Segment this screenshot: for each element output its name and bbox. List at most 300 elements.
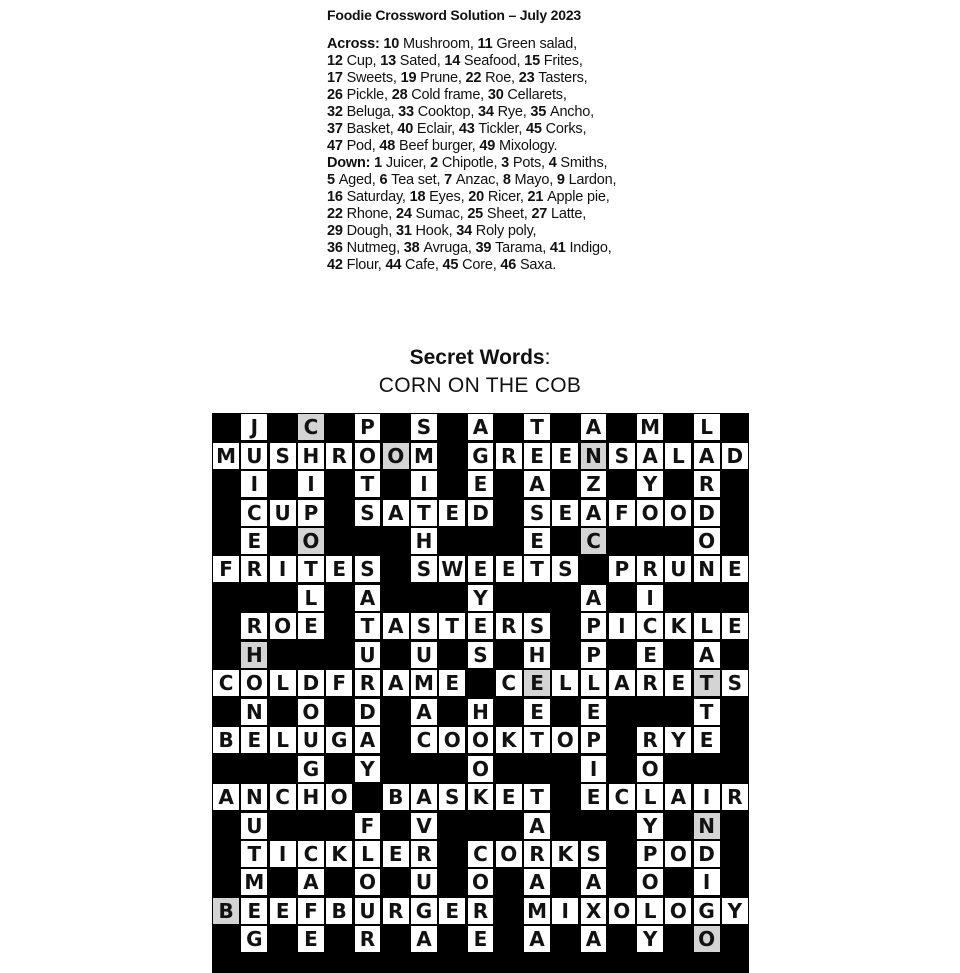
clue-number: 3 xyxy=(501,155,513,171)
grid-cell: A xyxy=(581,500,607,526)
grid-cell: E xyxy=(241,528,267,554)
clue-number: 22 xyxy=(465,70,486,86)
grid-cell: G xyxy=(298,756,324,782)
clue-number: 33 xyxy=(398,104,418,120)
grid-cell: O xyxy=(468,756,494,782)
grid-cell: C xyxy=(496,670,522,696)
clue-answer: Ancho, xyxy=(549,104,594,120)
grid-cell: O xyxy=(609,898,635,924)
clue-number: 44 xyxy=(385,257,406,273)
solution-line xyxy=(327,172,707,189)
grid-cell: O xyxy=(665,500,691,526)
grid-cell: E xyxy=(722,613,748,639)
clue-answer: Cooktop, xyxy=(417,104,478,120)
clue-answer: Rye, xyxy=(497,104,531,120)
grid-cell: T xyxy=(355,471,381,497)
crossword-grid xyxy=(212,413,749,973)
grid-cell: E xyxy=(637,642,663,668)
clue-number: 40 xyxy=(397,121,417,137)
clue-answer: Rhone, xyxy=(346,206,396,222)
clue-answer: Core, xyxy=(462,257,501,273)
clue-answer: Smiths, xyxy=(560,155,608,171)
grid-cell: Y xyxy=(637,926,663,952)
grid-cell: T xyxy=(524,556,550,582)
grid-cell: O xyxy=(355,869,381,895)
grid-cell: Y xyxy=(468,585,494,611)
grid-cell: O xyxy=(552,727,578,753)
grid-cell: A xyxy=(383,500,409,526)
solution-line xyxy=(327,70,707,87)
clue-number: Down: xyxy=(327,155,375,171)
grid-cell: S xyxy=(524,500,550,526)
grid-cell: I xyxy=(270,841,296,867)
grid-cell: F xyxy=(326,670,352,696)
grid-cell: S xyxy=(411,556,437,582)
clue-number: 6 xyxy=(379,172,392,188)
clue-answer: Sumac, xyxy=(415,206,468,222)
grid-cell: M xyxy=(524,898,550,924)
grid-cell: L xyxy=(270,727,296,753)
clue-number: 24 xyxy=(395,206,416,222)
clue-answer: Latte, xyxy=(551,206,587,222)
solution-line xyxy=(327,36,707,53)
clue-number: Across: xyxy=(327,36,384,52)
clue-number: 28 xyxy=(391,87,412,103)
grid-cell: C xyxy=(411,727,437,753)
clue-number: 1 xyxy=(374,155,386,171)
clue-number: 20 xyxy=(468,189,488,205)
grid-cell: T xyxy=(439,613,465,639)
grid-cell: P xyxy=(609,556,635,582)
grid-cell: A xyxy=(355,585,381,611)
grid-cell: I xyxy=(637,585,663,611)
clue-answer: Tarama, xyxy=(495,240,550,256)
grid-cell: A xyxy=(524,869,550,895)
grid-cell: E xyxy=(241,727,267,753)
grid-cell: S xyxy=(270,443,296,469)
clue-number: 48 xyxy=(379,138,399,154)
grid-cell: U xyxy=(355,642,381,668)
clue-number: 45 xyxy=(526,121,546,137)
grid-cell: R xyxy=(637,670,663,696)
clue-number: 31 xyxy=(395,223,416,239)
grid-cell: R xyxy=(241,613,267,639)
grid-cell: A xyxy=(581,869,607,895)
clue-number: 42 xyxy=(327,257,347,273)
grid-cell: L xyxy=(694,414,720,440)
clue-number: 27 xyxy=(531,206,551,222)
clue-answer: Tasters, xyxy=(538,70,588,86)
grid-cell: C xyxy=(637,613,663,639)
grid-cell: L xyxy=(637,898,663,924)
grid-cell: A xyxy=(524,926,550,952)
grid-cell: N xyxy=(241,784,267,810)
grid-cell: T xyxy=(241,841,267,867)
grid-cell: O xyxy=(241,670,267,696)
grid-cell: O xyxy=(468,869,494,895)
grid-cell: I xyxy=(694,784,720,810)
grid-cell: O xyxy=(326,784,352,810)
clue-answer: Aged, xyxy=(338,172,380,188)
clue-answer: Seafood, xyxy=(463,53,525,69)
clue-answer: Avruga, xyxy=(423,240,476,256)
grid-cell: E xyxy=(439,500,465,526)
grid-cell: A xyxy=(524,471,550,497)
grid-cell: T xyxy=(694,699,720,725)
grid-cell: K xyxy=(552,841,578,867)
grid-cell: A xyxy=(411,926,437,952)
grid-cell: H xyxy=(298,784,324,810)
grid-cell: O xyxy=(298,528,324,554)
grid-cell: O xyxy=(270,613,296,639)
grid-cell: L xyxy=(665,443,691,469)
secret-words-heading-text: Secret Words xyxy=(409,346,545,369)
secret-words-heading xyxy=(0,346,960,370)
clue-number: 49 xyxy=(479,138,499,154)
clue-answer: Beef burger, xyxy=(398,138,480,154)
grid-cell: E xyxy=(439,898,465,924)
grid-cell: G xyxy=(468,443,494,469)
clue-number: 43 xyxy=(458,121,479,137)
clue-answer: Mixology. xyxy=(498,138,558,154)
grid-cell: K xyxy=(665,613,691,639)
clue-number: 2 xyxy=(430,155,442,171)
clue-number: 18 xyxy=(409,189,430,205)
grid-cell: O xyxy=(439,727,465,753)
grid-cell: A xyxy=(581,414,607,440)
grid-cell: S xyxy=(355,556,381,582)
clue-answer: Anzac, xyxy=(455,172,503,188)
grid-cell: K xyxy=(326,841,352,867)
grid-cell: R xyxy=(411,841,437,867)
grid-cell: A xyxy=(298,869,324,895)
clue-number: 41 xyxy=(549,240,570,256)
clue-number: 15 xyxy=(524,53,544,69)
grid-cell: A xyxy=(581,585,607,611)
clue-answer: Tickler, xyxy=(478,121,527,137)
clue-answer: Mushroom, xyxy=(402,36,478,52)
grid-cell: L xyxy=(270,670,296,696)
grid-cell: S xyxy=(411,414,437,440)
grid-cell: F xyxy=(213,556,239,582)
clue-answer: Indigo, xyxy=(569,240,612,256)
clue-number: 19 xyxy=(400,70,421,86)
grid-cell: A xyxy=(468,414,494,440)
grid-cell: K xyxy=(468,784,494,810)
clue-number: 9 xyxy=(556,172,569,188)
grid-cell: H xyxy=(524,642,550,668)
solution-title: Foodie Crossword Solution – July 2023 xyxy=(327,7,581,23)
grid-cell: O xyxy=(468,727,494,753)
grid-cell: B xyxy=(326,898,352,924)
grid-cell: S xyxy=(524,613,550,639)
grid-cell: E xyxy=(524,670,550,696)
clue-answer: Green salad, xyxy=(496,36,577,52)
solution-line xyxy=(327,223,707,240)
grid-cell: O xyxy=(665,898,691,924)
clue-answer: Basket, xyxy=(346,121,398,137)
clue-number: 11 xyxy=(477,36,497,52)
clue-answer: Prune, xyxy=(420,70,466,86)
clue-answer: Juicer, xyxy=(385,155,431,171)
grid-cell: E xyxy=(524,699,550,725)
clue-number: 39 xyxy=(475,240,496,256)
grid-cell: N xyxy=(241,699,267,725)
grid-cell: I xyxy=(552,898,578,924)
grid-cell: P xyxy=(581,613,607,639)
clue-number: 21 xyxy=(527,189,548,205)
grid-cell: E xyxy=(298,926,324,952)
solution-line xyxy=(327,104,707,121)
clue-number: 10 xyxy=(383,36,403,52)
grid-cell: O xyxy=(665,841,691,867)
grid-cell: D xyxy=(298,670,324,696)
clue-answer: Nutmeg, xyxy=(346,240,404,256)
grid-cell: S xyxy=(468,642,494,668)
grid-cell: E xyxy=(581,699,607,725)
grid-cell: S xyxy=(609,443,635,469)
grid-cell: C xyxy=(241,500,267,526)
grid-cell: I xyxy=(609,613,635,639)
grid-cell: I xyxy=(270,556,296,582)
grid-cell: E xyxy=(383,841,409,867)
grid-cell: B xyxy=(213,727,239,753)
grid-cell: U xyxy=(411,642,437,668)
grid-cell: E xyxy=(270,898,296,924)
grid-cell: O xyxy=(637,756,663,782)
solution-line xyxy=(327,121,707,138)
grid-cell: C xyxy=(609,784,635,810)
clue-answer: Sated, xyxy=(399,53,445,69)
grid-cell: S xyxy=(581,841,607,867)
grid-cell: F xyxy=(355,813,381,839)
grid-cell: D xyxy=(722,443,748,469)
grid-cell: G xyxy=(326,727,352,753)
clue-number: 32 xyxy=(327,104,347,120)
grid-cell: U xyxy=(355,898,381,924)
grid-cell: E xyxy=(241,898,267,924)
grid-cell: N xyxy=(694,813,720,839)
clue-answer: Pots, xyxy=(512,155,549,171)
grid-cell: S xyxy=(411,613,437,639)
clue-number: 25 xyxy=(467,206,487,222)
grid-cell: A xyxy=(411,784,437,810)
grid-cell: A xyxy=(213,784,239,810)
grid-cell: M xyxy=(213,443,239,469)
grid-cell: U xyxy=(665,556,691,582)
grid-cell: A xyxy=(383,670,409,696)
grid-cell: R xyxy=(694,471,720,497)
grid-cell: E xyxy=(468,556,494,582)
clue-number: 47 xyxy=(327,138,347,154)
grid-cell: D xyxy=(694,841,720,867)
grid-cell: E xyxy=(468,926,494,952)
clue-answer: Cup, xyxy=(346,53,381,69)
clue-number: 37 xyxy=(327,121,347,137)
clue-answer: Cafe, xyxy=(405,257,443,273)
clue-number: 30 xyxy=(487,87,508,103)
grid-cell: T xyxy=(298,556,324,582)
grid-cell: G xyxy=(694,898,720,924)
clue-answer: Chipotle, xyxy=(441,155,502,171)
clue-answer: Roly poly, xyxy=(475,223,537,239)
grid-cell: T xyxy=(355,613,381,639)
clue-number: 22 xyxy=(327,206,347,222)
grid-cell: I xyxy=(411,471,437,497)
clue-answer: Lardon, xyxy=(568,172,617,188)
grid-cell: A xyxy=(609,670,635,696)
grid-cell: E xyxy=(694,727,720,753)
grid-cell: A xyxy=(637,443,663,469)
clue-answer: Corks, xyxy=(545,121,587,137)
clue-number: 8 xyxy=(502,172,515,188)
grid-cell: A xyxy=(694,443,720,469)
clue-number: 35 xyxy=(530,104,550,120)
grid-cell: N xyxy=(694,556,720,582)
grid-cell: Y xyxy=(722,898,748,924)
clue-answer: Sweets, xyxy=(346,70,401,86)
grid-cell: O xyxy=(355,443,381,469)
grid-cell: E xyxy=(524,443,550,469)
clue-number: 12 xyxy=(327,53,347,69)
grid-cell: L xyxy=(637,784,663,810)
clue-answer: Hook, xyxy=(415,223,457,239)
grid-cell: R xyxy=(524,841,550,867)
clue-number: 45 xyxy=(442,257,463,273)
grid-cell: A xyxy=(665,784,691,810)
grid-cell: S xyxy=(552,556,578,582)
grid-cell: C xyxy=(270,784,296,810)
clue-answer: Eclair, xyxy=(416,121,459,137)
grid-cell: U xyxy=(241,443,267,469)
grid-cell: L xyxy=(298,585,324,611)
grid-cell: Y xyxy=(637,471,663,497)
grid-cell: D xyxy=(355,699,381,725)
grid-cell: W xyxy=(441,557,464,582)
grid-cell: E xyxy=(468,471,494,497)
grid-cell: E xyxy=(722,556,748,582)
grid-cell: E xyxy=(581,784,607,810)
grid-cell: T xyxy=(524,727,550,753)
solution-line xyxy=(327,189,707,206)
grid-cell: L xyxy=(355,841,381,867)
grid-cell: P xyxy=(581,727,607,753)
clue-answer: Dough, xyxy=(346,223,396,239)
grid-cell: T xyxy=(524,414,550,440)
clue-answer: Mayo, xyxy=(514,172,557,188)
grid-cell: H xyxy=(298,443,324,469)
grid-cell: A xyxy=(355,727,381,753)
grid-cell: B xyxy=(383,784,409,810)
grid-cell: E xyxy=(496,784,522,810)
clue-answer: Cellarets, xyxy=(507,87,567,103)
grid-cell: F xyxy=(298,898,324,924)
clue-answer: Eyes, xyxy=(429,189,469,205)
solution-line xyxy=(327,53,707,70)
grid-cell: E xyxy=(468,613,494,639)
clue-number: 23 xyxy=(518,70,539,86)
grid-cell: R xyxy=(355,926,381,952)
clue-number: 16 xyxy=(327,189,347,205)
clue-answer: Flour, xyxy=(346,257,386,273)
grid-cell: T xyxy=(694,670,720,696)
grid-cell: B xyxy=(213,898,239,924)
grid-cell: A xyxy=(524,813,550,839)
clue-number: 13 xyxy=(380,53,400,69)
grid-cell: K xyxy=(496,727,522,753)
grid-cell: H xyxy=(411,528,437,554)
grid-cell: A xyxy=(581,926,607,952)
clue-number: 7 xyxy=(444,172,456,188)
clue-answer: Pickle, xyxy=(346,87,392,103)
grid-cell: Y xyxy=(355,756,381,782)
grid-cell: L xyxy=(552,670,578,696)
grid-cell: E xyxy=(524,528,550,554)
grid-cell: R xyxy=(355,670,381,696)
clue-answer: Frites, xyxy=(543,53,583,69)
grid-cell: T xyxy=(524,784,550,810)
grid-cell: P xyxy=(637,841,663,867)
grid-cell: R xyxy=(722,784,748,810)
grid-cell: U xyxy=(298,727,324,753)
grid-cell: M xyxy=(411,670,437,696)
grid-cell: R xyxy=(637,727,663,753)
solution-answers xyxy=(327,36,707,274)
grid-cell: E xyxy=(665,670,691,696)
clue-number: 36 xyxy=(327,240,347,256)
grid-cell: A xyxy=(411,699,437,725)
grid-cell: U xyxy=(270,500,296,526)
clue-number: 5 xyxy=(327,172,339,188)
solution-line xyxy=(327,87,707,104)
solution-line xyxy=(327,138,707,155)
grid-cell: R xyxy=(496,613,522,639)
solution-line xyxy=(327,155,707,172)
clue-answer: Tea set, xyxy=(391,172,445,188)
grid-cell: C xyxy=(581,528,607,554)
clue-number: 14 xyxy=(444,53,464,69)
clue-answer: Apple pie, xyxy=(547,189,610,205)
grid-cell: A xyxy=(383,613,409,639)
grid-cell: E xyxy=(552,443,578,469)
grid-cell: G xyxy=(411,898,437,924)
grid-cell: I xyxy=(694,869,720,895)
grid-cell: M xyxy=(637,414,663,440)
grid-cell: V xyxy=(411,813,437,839)
grid-cell: M xyxy=(241,869,267,895)
grid-cell: P xyxy=(298,500,324,526)
grid-cell: O xyxy=(496,841,522,867)
clue-number: 34 xyxy=(478,104,498,120)
grid-cell: D xyxy=(468,500,494,526)
clue-number: 17 xyxy=(327,70,347,86)
clue-number: 38 xyxy=(403,240,424,256)
clue-answer: Roe, xyxy=(485,70,519,86)
grid-cell: F xyxy=(609,500,635,526)
grid-cell: E xyxy=(496,556,522,582)
grid-cell: M xyxy=(411,443,437,469)
grid-cell: L xyxy=(694,613,720,639)
grid-cell: T xyxy=(411,500,437,526)
clue-answer: Saturday, xyxy=(346,189,410,205)
secret-words-phrase: CORN ON THE COB xyxy=(378,374,582,397)
clue-answer: Ricer, xyxy=(487,189,528,205)
grid-cell: Y xyxy=(637,813,663,839)
grid-cell: J xyxy=(241,414,267,440)
grid-cell: I xyxy=(298,471,324,497)
clue-answer: Beluga, xyxy=(346,104,399,120)
grid-cell: X xyxy=(581,898,607,924)
